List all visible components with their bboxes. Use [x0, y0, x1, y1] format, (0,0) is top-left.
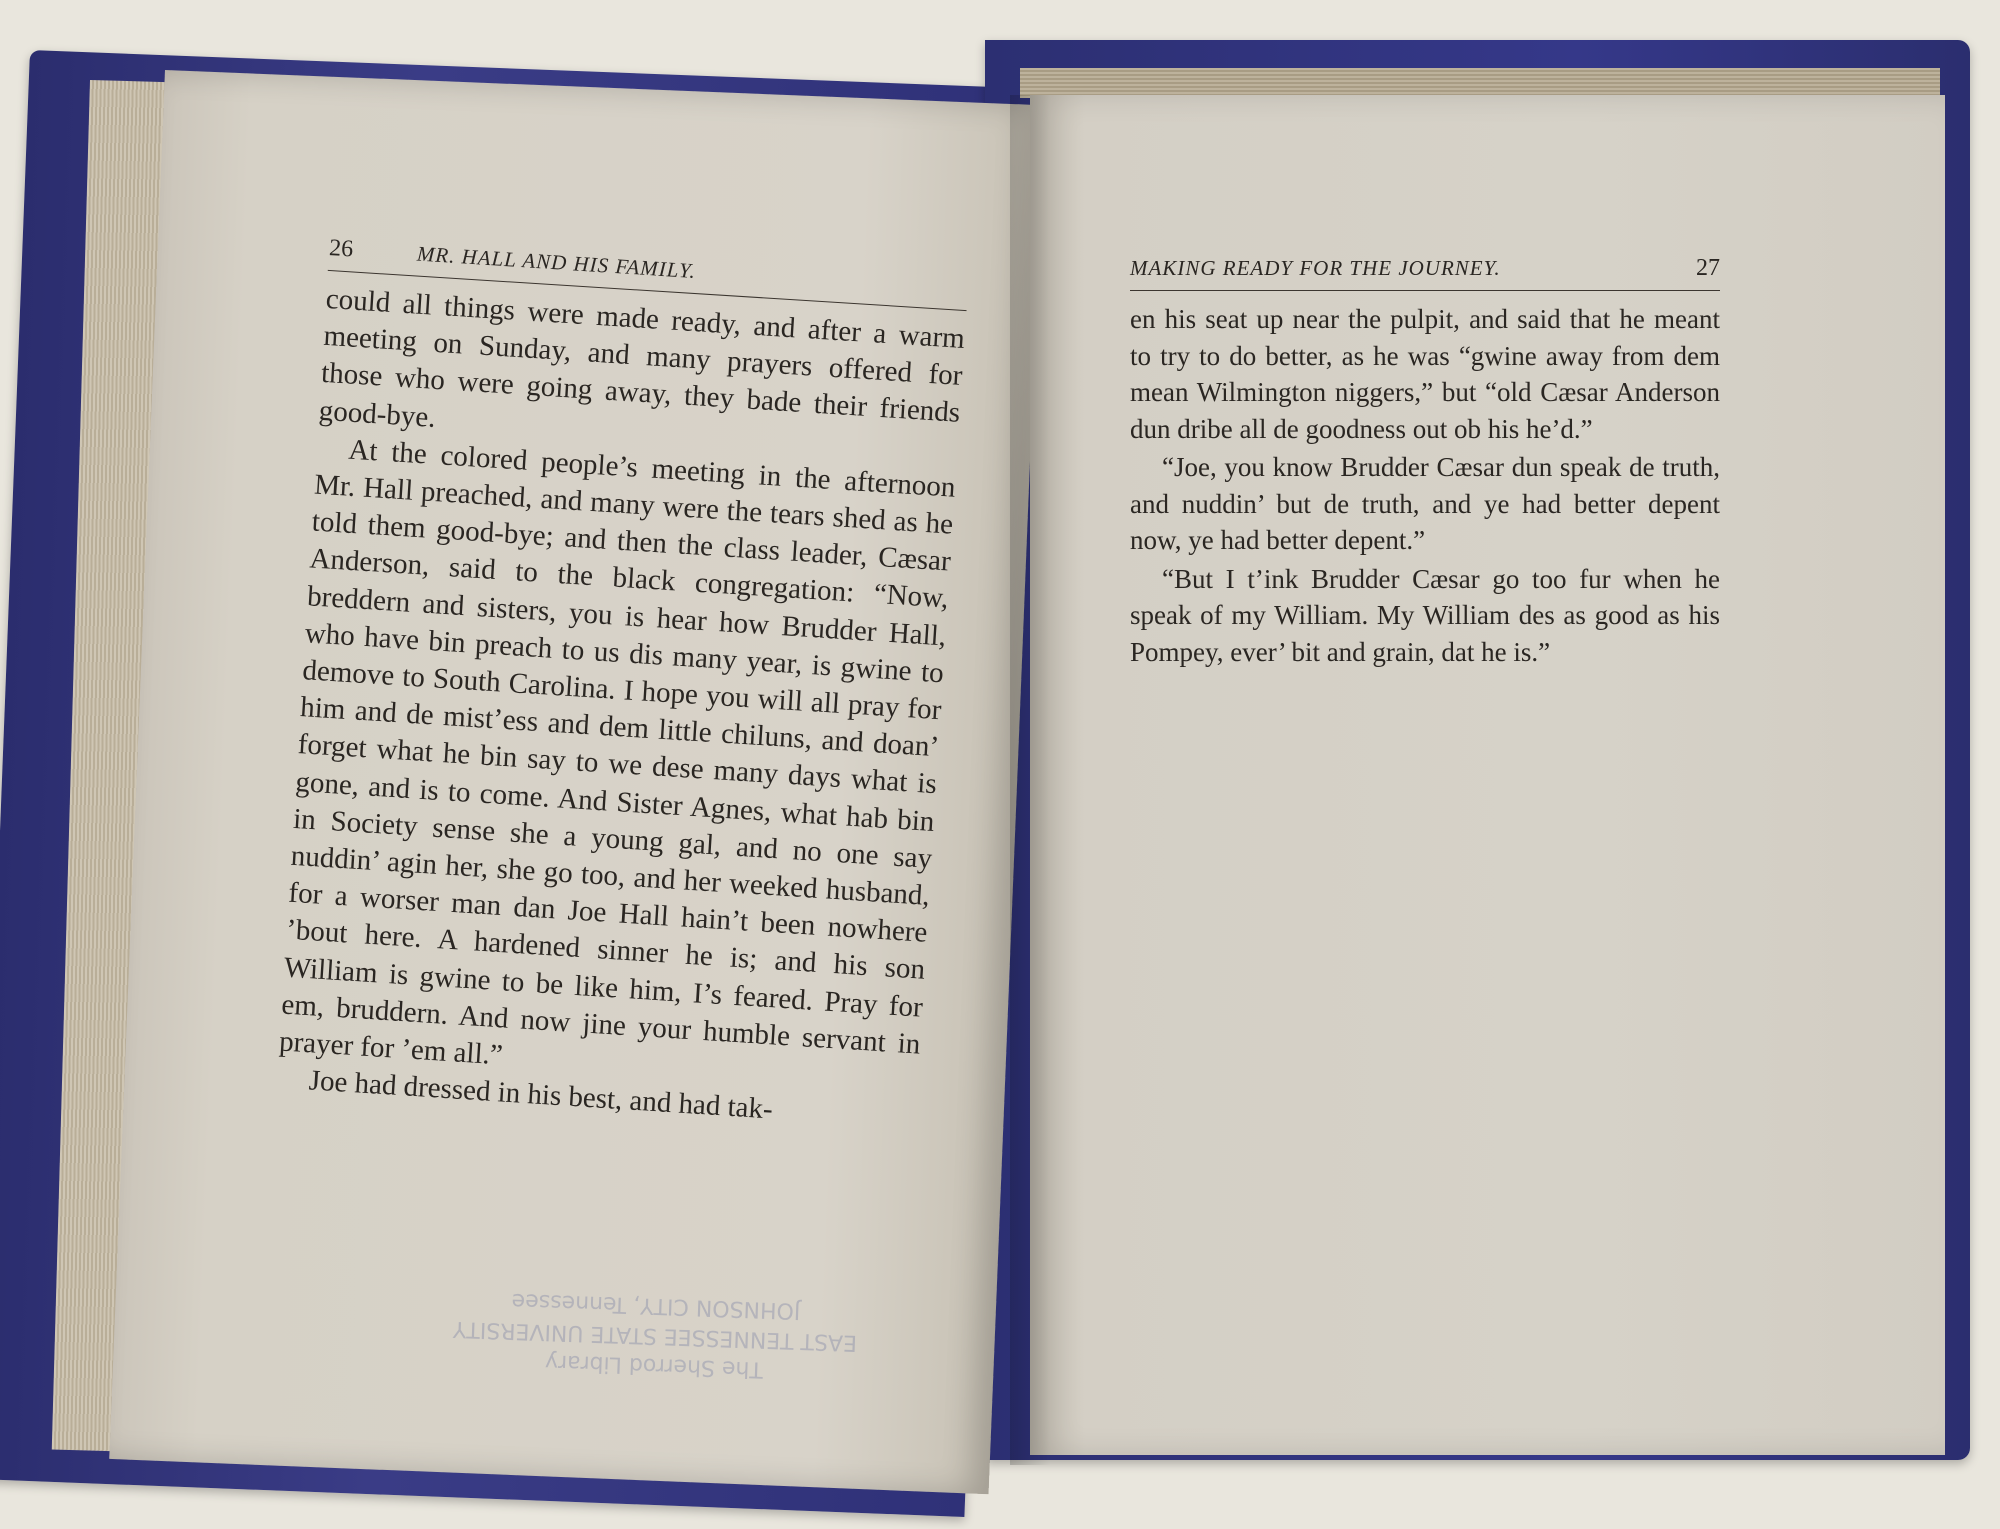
- right-page-text: [1130, 255, 1720, 672]
- stamp-line: JOHNSON CITY, Tennessee: [511, 1287, 801, 1324]
- stamp-line: The Sherrod Library: [544, 1349, 764, 1382]
- spine-shadow: [1010, 95, 1050, 1465]
- left-paragraph-3: Joe had dressed in his best, and had tak-: [307, 1064, 774, 1126]
- page-number-right: 27: [1696, 255, 1720, 281]
- library-stamp: [439, 1283, 872, 1388]
- left-paragraph-1: could all things were made ready, and after a warm meeting on Sunday, and many prayers offered for those who were going away, they bade their friends good-bye.: [317, 282, 966, 434]
- right-page-top-edges: [1020, 68, 1940, 98]
- left-paragraph-2: At the colored people’s meeting in the afternoon Mr. Hall preached, and many were the tears shed as he told them good-bye; and then the class leader, Cæsar Anderson, said to the black congregation: “Now, breddern and sisters, you is hear how Brudder Hall, who have bin preach to us dis many year, is gwine to demove to South Carolina. I hope you will all pray for him and de mist’ess and dem little chiluns, and doan’ forget what he bin say to we dese many days what is gone, and is to come. And Sister Agnes, what hab bin in Society sense she a young gal, and no one say nuddin’ agin her, she go too, and her weeked husband, for a worser man dan Joe Hall hain’t been nowhere ’bout here. A hardened sinner he is; and his son William is gwine to be like him, I’s feared. Pray for em, bruddern. And now jine your humble servant in prayer for ’em all.”: [278, 433, 957, 1072]
- right-paragraph-1: en his seat up near the pulpit, and said that he meant to try to do better, as he was “gwine away from dem mean Wilmington niggers,” but “old Cæsar Anderson dun dribe all de goodness out ob his he’d.”: [1130, 304, 1720, 444]
- left-page-text: [276, 235, 969, 1138]
- left-running-title: MR. HALL AND HIS FAMILY.: [416, 241, 697, 284]
- page-number-left: 26: [328, 235, 354, 263]
- right-paragraph-3: “But I t’ink Brudder Cæsar go too fur when he speak of my William. My William des as good as his Pompey, ever’ bit and grain, dat he is.”: [1130, 563, 1720, 667]
- stamp-line: EAST TENNESSEE STATE UNIVERSITY: [452, 1315, 858, 1356]
- right-running-title: MAKING READY FOR THE JOURNEY.: [1130, 256, 1501, 280]
- right-running-head: [1130, 255, 1720, 291]
- right-paragraph-2: “Joe, you know Brudder Cæsar dun speak de truth, and nuddin’ but de truth, and ye had better depent now, ye had better depent.”: [1130, 452, 1720, 555]
